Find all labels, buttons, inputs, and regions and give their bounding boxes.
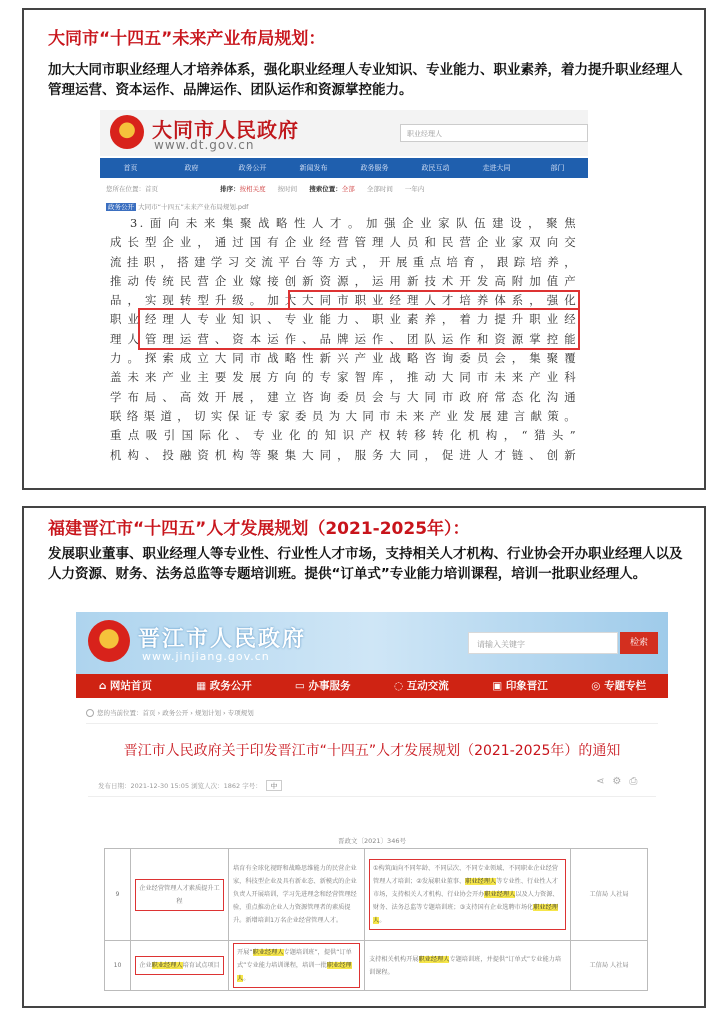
datong-website-screenshot (100, 110, 588, 462)
building-icon: ▦ (196, 680, 210, 692)
responsible-unit: 工信局 人社局 (571, 941, 648, 991)
doc-line: 品，实现转型升级。加大大同市职业经理人才培养体系，强化 (110, 293, 578, 308)
service-icon: ▭ (294, 680, 309, 692)
jinjiang-site-name: 晋江市人民政府 (138, 627, 307, 652)
row-number: 10 (105, 941, 131, 991)
doc-line: 推动传统民营企业嫁接创新资源，运用新技术开发高附加值产 (110, 273, 578, 288)
document-number: 晋政文〔2021〕346号 (338, 837, 406, 845)
sort-relevance[interactable]: 按相关度 (239, 185, 266, 193)
text: 开展“ (237, 949, 253, 956)
plan-table (104, 848, 648, 991)
text: ①构筑面向不同年龄、不同层次、不同专业领域、不同职业企业经营管理人才培训；②发展职业董事、 (373, 865, 558, 885)
datong-nav-item[interactable]: 部门 (550, 164, 565, 172)
doc-line: 3.面向未来集聚战略性人才。加强企业家队伍建设，聚焦 (130, 216, 578, 230)
nav-label: 网站首页 (109, 680, 152, 692)
text: 培育试点项目 (182, 962, 220, 969)
highlight-box-main (138, 308, 580, 350)
jinjiang-site-header (76, 612, 668, 674)
datong-site-url: www.dt.gov.cn (154, 138, 255, 152)
jinjiang-search-input[interactable]: 请输入关键字 (468, 632, 618, 654)
jinjiang-summary: 发展职业董事、职业经理人等专业性、行业性人才市场，支持相关人才机构、行业协会开办职业经理人以及人力资源、财务、法务总监等专题培训班。提供“订单式”专业能力培训课程，培训一批职业经理人。 (48, 546, 683, 582)
table-row (105, 941, 648, 991)
article-tools (596, 776, 645, 787)
text: 以及人力资源、财务、法务总监等专题培训班；③支持国有企业选聘市场化 (373, 891, 559, 911)
nav-topics[interactable] (569, 674, 668, 698)
datong-nav-item[interactable]: 政府 (184, 164, 199, 172)
text: 专题培训班，并提供“订单式”专业能力培训课程。 (369, 955, 562, 976)
datong-search-input[interactable]: 职业经理人 (400, 124, 588, 142)
doc-line: 职业经理人专业知识、专业能力、职业素养，着力提升职业经 (110, 312, 578, 327)
nav-label: 互动交流 (406, 680, 449, 692)
jinjiang-search-button[interactable]: 检索 (620, 632, 658, 654)
file-tag: 政务公开 (108, 203, 134, 211)
doc-line: 盖未来产业主要发展方向的专家智库，推动大同市未来产业科 (110, 370, 578, 385)
scope-all[interactable]: 全部 (341, 185, 355, 193)
jinjiang-breadcrumb (86, 708, 658, 724)
file-name: 大同市“十四五”未来产业布局规划.pdf (138, 203, 249, 211)
highlight-box-top (288, 290, 580, 310)
nav-impression[interactable] (471, 674, 570, 698)
share-icon[interactable]: ⋖ (596, 776, 613, 787)
datong-nav-item[interactable]: 新闻发布 (299, 164, 328, 172)
chat-icon: ◌ (393, 680, 407, 692)
datong-file-link[interactable] (106, 202, 248, 211)
scope-label: 搜索位置： (309, 185, 342, 193)
responsible-unit: 工信局 人社局 (571, 849, 648, 941)
nav-label: 办事服务 (308, 680, 351, 692)
jinjiang-website-screenshot (76, 612, 668, 982)
article-title: 晋江市人民政府关于印发晋江市“十四五”人才发展规划（2021-2025年）的通知 (123, 743, 621, 759)
print-icon[interactable]: ⎙ (629, 776, 646, 787)
jinjiang-nav-bar (76, 674, 668, 698)
nav-interaction[interactable] (372, 674, 471, 698)
text: 支持相关机构开展 (369, 955, 419, 963)
camera-icon: ▣ (492, 680, 506, 692)
doc-line: 成长型企业，通过国有企业经营管理人员和民营企业家双向交 (110, 235, 578, 250)
datong-nav-bar (100, 158, 588, 178)
highlight: 职业经理人 (418, 955, 450, 963)
nav-services[interactable] (273, 674, 372, 698)
datong-summary: 加大大同市职业经理人才培养体系，强化职业经理人专业知识、专业能力、职业素养，着力提升职业经理人管理运营、资本运作、品牌运作、团队运作和资源掌控能力。 (48, 62, 683, 98)
nav-label: 印象晋江 (505, 680, 548, 692)
datong-nav-item[interactable]: 政民互动 (421, 164, 450, 172)
project-description: 培育有全球化视野和战略思维能力的民营企业家，科技型企业及具有新业态、新模式的企业负责人开展培训，学习先进理念和经营管理经验，重点推动企业人力资源管理者的素质提升。新增培训1万名企业经营管理人才。 (229, 849, 365, 941)
highlight: 职业经理人 (252, 949, 284, 956)
time-filter[interactable]: 全部时间 (366, 185, 393, 193)
article-meta (98, 780, 282, 791)
project-name-text: 企业经营管理人才素质提升工程 (135, 879, 224, 911)
national-emblem-icon (110, 115, 144, 149)
doc-line: 学布局、高效开展，建立咨询委员会与大同市政府常态化沟通 (110, 389, 578, 404)
project-name (131, 941, 229, 991)
datong-breadcrumb: 您所在位置：首页 (106, 185, 158, 193)
doc-line: 重点吸引国际化、专业化的知识产权转移转化机构，“猎头” (110, 428, 578, 443)
jinjiang-title: 福建晋江市“十四五”人才发展规划（2021-2025年）： (48, 519, 470, 539)
project-measures (365, 849, 571, 941)
datong-search-filter-bar (106, 184, 582, 196)
datong-site-name: 大同市人民政府 (152, 118, 299, 142)
highlight: 职业经理人 (484, 891, 516, 898)
description-box (233, 943, 360, 988)
sort-time[interactable]: 按时间 (277, 185, 298, 193)
datong-title: 大同市“十四五”未来产业布局规划： (48, 29, 326, 49)
doc-line: 机构、投融资机构等聚集大同，服务大同，促进人才链、创新 (110, 447, 578, 462)
font-size-select[interactable]: 中 (266, 780, 283, 791)
settings-icon[interactable]: ⚙ (612, 776, 630, 787)
national-emblem-icon (88, 620, 130, 662)
row-number: 9 (105, 849, 131, 941)
project-name (131, 849, 229, 941)
sort-label: 排序： (220, 185, 240, 193)
datong-nav-item[interactable]: 走进大同 (482, 164, 511, 172)
datong-card (22, 8, 706, 490)
nav-label: 政务公开 (209, 680, 252, 692)
meta-text: 发布日期：2021-12-30 15:05 浏览人次：1862 字号： (98, 782, 262, 790)
datong-nav-item[interactable]: 政务公开 (238, 164, 267, 172)
highlight: 职业经理人 (151, 962, 183, 969)
topic-icon: ◎ (591, 680, 605, 692)
home-icon: ⌂ (98, 680, 110, 692)
jinjiang-card (22, 506, 706, 1008)
location-icon (86, 709, 94, 717)
nav-label: 专题专栏 (604, 680, 647, 692)
doc-line: 理人管理运营、资本运作、品牌运作、团队运作和资源掌控能 (110, 331, 578, 346)
measures-highlight (369, 859, 566, 930)
highlight: 职业经理人 (465, 878, 497, 885)
range-filter[interactable]: 一年内 (404, 185, 425, 193)
doc-line: 联络渠道，切实保证专家委员为大同市未来产业发展建言献策。 (110, 408, 578, 423)
project-measures (365, 941, 571, 991)
text: 。 (243, 975, 250, 982)
datong-nav-item[interactable]: 政务服务 (360, 164, 389, 172)
nav-home[interactable] (76, 674, 175, 698)
text: 企业 (139, 962, 152, 969)
project-description (229, 941, 365, 991)
divider (88, 796, 656, 797)
highlight: 职业经理人 (373, 904, 558, 924)
text: 等专业性、行业性人才市场，支持相关人才机构、行业协会开办 (373, 878, 558, 898)
text: 。 (379, 917, 386, 924)
breadcrumb-text: 您的当前位置：首页 › 政务公开 › 规划计划 › 专项规划 (97, 709, 254, 717)
datong-nav-item[interactable]: 首页 (123, 164, 138, 172)
project-name-box (135, 956, 223, 975)
datong-site-header (100, 110, 588, 156)
table-row (105, 849, 648, 941)
doc-line: 流挂职，搭建学习交流平台等方式，开展重点培育，跟踪培养， (110, 254, 578, 269)
text: 专题培训班”，提供“订单式”专业能力培训课程，培训一批 (237, 949, 352, 969)
doc-line: 力。探索成立大同市战略性新兴产业战略咨询委员会，集聚覆 (110, 351, 578, 366)
highlight: 职业经理人 (237, 962, 352, 982)
jinjiang-site-url: www.jinjiang.gov.cn (142, 650, 270, 663)
nav-gov-affairs[interactable] (175, 674, 274, 698)
